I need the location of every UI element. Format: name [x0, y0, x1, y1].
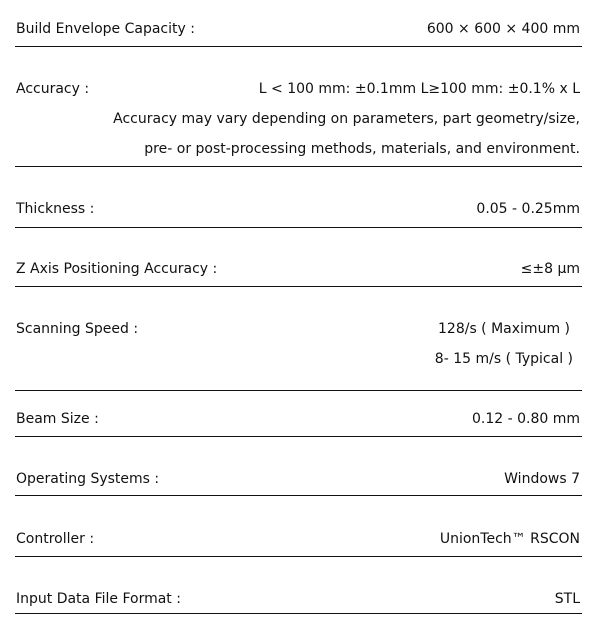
spec-row-build-envelope	[15, 0, 582, 47]
spec-label: Scanning Speed :	[16, 321, 139, 337]
spec-value: 0.05 - 0.25mm	[476, 201, 580, 217]
spec-value: 8- 15 m/s ( Typical )	[434, 351, 573, 367]
spec-value: Windows 7	[504, 471, 580, 487]
spec-row-beam-size	[15, 390, 582, 437]
spec-label: Beam Size :	[16, 411, 99, 427]
spec-row-accuracy	[15, 46, 582, 167]
spec-label: Input Data File Format :	[16, 591, 181, 607]
spec-label: Thickness :	[16, 201, 95, 217]
spec-value-note: pre- or post-processing methods, materials, and environment.	[144, 141, 580, 157]
spec-row-thickness	[15, 166, 582, 228]
spec-row-scanning-speed	[15, 286, 582, 391]
spec-label: Z Axis Positioning Accuracy :	[16, 261, 218, 277]
spec-label: Accuracy :	[16, 81, 90, 97]
spec-value: L < 100 mm: ±0.1mm L≥100 mm: ±0.1% x L	[258, 81, 580, 97]
spec-value: 600 × 600 × 400 mm	[426, 21, 580, 37]
spec-value-note: Accuracy may vary depending on parameters, part geometry/size,	[113, 111, 580, 127]
spec-label: Build Envelope Capacity :	[16, 21, 195, 37]
spec-value: ≤±8 μm	[520, 261, 580, 277]
spec-row-controller	[15, 495, 582, 557]
spec-row-input-format	[15, 556, 582, 614]
spec-label: Operating Systems :	[16, 471, 160, 487]
spec-row-operating-systems	[15, 436, 582, 496]
spec-row-z-axis-accuracy	[15, 227, 582, 287]
spec-value: STL	[554, 591, 580, 607]
spec-label: Controller :	[16, 531, 95, 547]
spec-value: UnionTech™ RSCON	[439, 531, 580, 547]
spec-value: 128/s ( Maximum )	[438, 321, 570, 337]
spec-value: 0.12 - 0.80 mm	[471, 411, 580, 427]
